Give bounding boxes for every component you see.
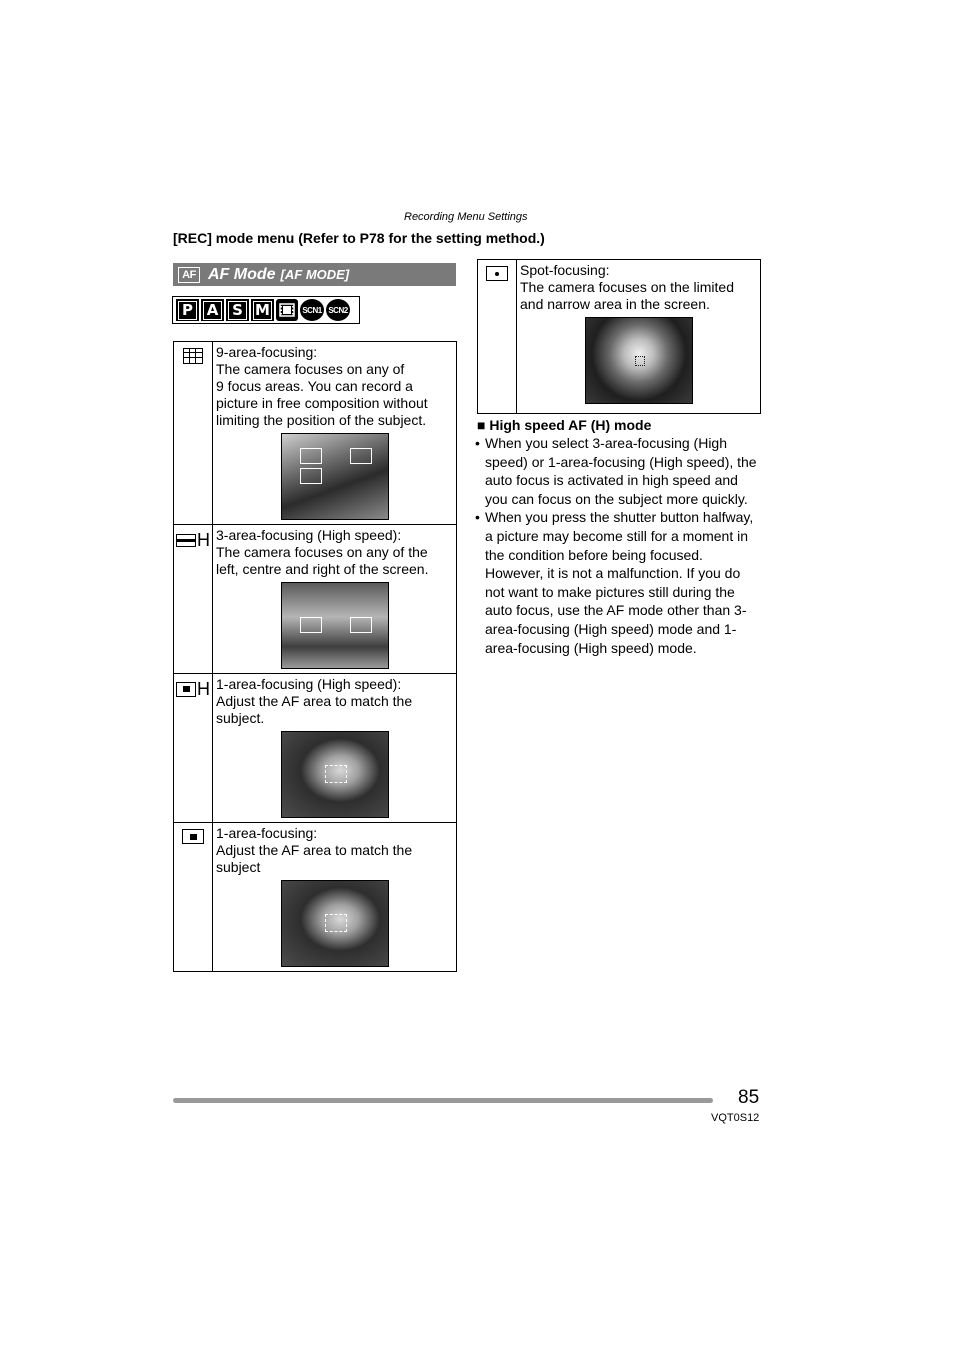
aperture-mode-icon: A <box>201 299 224 321</box>
high-speed-notes <box>475 434 757 657</box>
section-title: AF Mode <box>208 265 276 283</box>
three-area-description: 3-area-focusing (High speed): The camera focuses on any of the left, centre and right of the screen. <box>216 527 429 577</box>
manual-mode-icon: M <box>251 299 274 321</box>
shutter-mode-icon: S <box>226 299 249 321</box>
table-row <box>174 342 457 525</box>
one-area-icon <box>182 829 204 844</box>
statue-photo <box>281 582 389 669</box>
portrait-photo-high-speed <box>281 731 389 818</box>
cyclists-photo <box>281 433 389 520</box>
high-speed-heading: ■ High speed AF (H) mode <box>477 417 652 433</box>
program-mode-icon: P <box>176 299 199 321</box>
table-row <box>174 823 457 972</box>
nine-area-icon <box>183 348 203 364</box>
model-code: VQT0S12 <box>711 1112 760 1124</box>
table-row <box>478 260 761 414</box>
nine-area-description: 9-area-focusing: The camera focuses on any of 9 focus areas. You can record a picture in free composition without limiting the position of the subject. <box>216 344 428 428</box>
page-number: 85 <box>738 1087 760 1108</box>
spot-description: Spot-focusing: The camera focuses on the limited and narrow area in the screen. <box>520 262 734 312</box>
footer-rule <box>173 1098 713 1103</box>
af-mode-table <box>173 341 457 972</box>
menu-reference: [REC] mode menu (Refer to P78 for the setting method.) <box>173 230 545 246</box>
spot-icon <box>486 266 508 281</box>
one-area-description: 1-area-focusing: Adjust the AF area to match the subject <box>216 825 413 875</box>
scene2-mode-icon: SCN2 <box>326 299 350 321</box>
list-item: • When you press the shutter button halfway, a picture may become still for a moment in the condition before being focused. However, it is not a malfunction. If you do not want to make pictures still during the auto focus, use the AF mode other than 3-area-focusing (High speed) mode and 1-area-focusing (High speed) mode. <box>475 509 754 656</box>
one-area-high-speed-icon: H <box>176 680 210 698</box>
flower-photo <box>585 317 693 404</box>
available-modes <box>172 296 360 324</box>
section-subtitle: [AF MODE] <box>280 267 350 282</box>
film-icon <box>276 299 298 321</box>
table-row <box>174 674 457 823</box>
spot-mode-table <box>477 259 761 414</box>
table-row <box>174 525 457 674</box>
list-item: • When you select 3-area-focusing (High speed) or 1-area-focusing (High speed), the auto focus is activated in high speed and you can focus on the subject more quickly. <box>475 435 757 507</box>
running-header: Recording Menu Settings <box>404 211 528 223</box>
section-header <box>173 263 456 286</box>
scene1-mode-icon: SCN1 <box>300 299 324 321</box>
one-area-high-speed-description: 1-area-focusing (High speed): Adjust the AF area to match the subject. <box>216 676 413 726</box>
three-area-high-speed-icon: H <box>176 531 210 549</box>
portrait-photo <box>281 880 389 967</box>
af-mode-icon: AF <box>178 267 200 283</box>
